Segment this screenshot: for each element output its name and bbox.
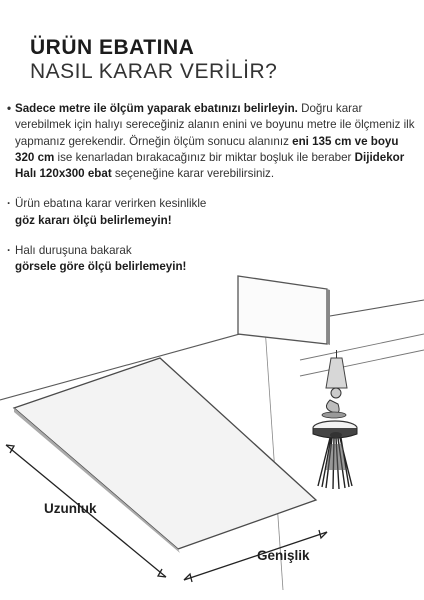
instruction-product-size: Dijidekor Halı 120x300 ebat xyxy=(15,150,405,181)
instruction-text: Ürün ebatına karar verirken kesinlikle xyxy=(15,197,207,211)
bullet-marker: · xyxy=(7,244,11,258)
side-table xyxy=(313,421,357,489)
instruction-text: Halı duruşuna bakarak xyxy=(15,244,132,258)
length-label: Uzunluk xyxy=(44,501,97,516)
baseboard-line xyxy=(300,350,424,376)
instruction-text: Doğru karar verebilmek için halıyı sereceğiniz alanın enini ve boyunu metre ile ölçmeniz ilk yapmanız gerekendir. Örneğin ölçüm sonucu alanınız xyxy=(15,102,415,148)
rug xyxy=(14,358,316,553)
bullet-marker: · xyxy=(7,197,11,211)
table-lamp xyxy=(322,350,347,418)
instruction-example-size: eni 135 cm ve boyu 320 cm xyxy=(15,134,399,164)
title-line-2: NASIL KARAR VERİLİR? xyxy=(30,60,278,84)
wall-frame xyxy=(238,276,330,345)
instruction-warning: göz kararı ölçü belirlemeyin! xyxy=(15,213,172,227)
width-label: Genişlik xyxy=(257,548,310,563)
instruction-text: seçeneğine karar verebilirsiniz. xyxy=(111,167,275,181)
instruction-warning: görsele göre ölçü belirlemeyin! xyxy=(15,260,187,274)
instruction-lead: Sadece metre ile ölçüm yaparak ebatınızı belirleyin. xyxy=(15,102,298,115)
title-line-1: ÜRÜN EBATINA xyxy=(30,36,195,59)
instruction-text: ise kenarladan bırakacağınız bir miktar boşluk ile beraber xyxy=(54,150,355,164)
bullet-marker: • xyxy=(7,102,12,115)
